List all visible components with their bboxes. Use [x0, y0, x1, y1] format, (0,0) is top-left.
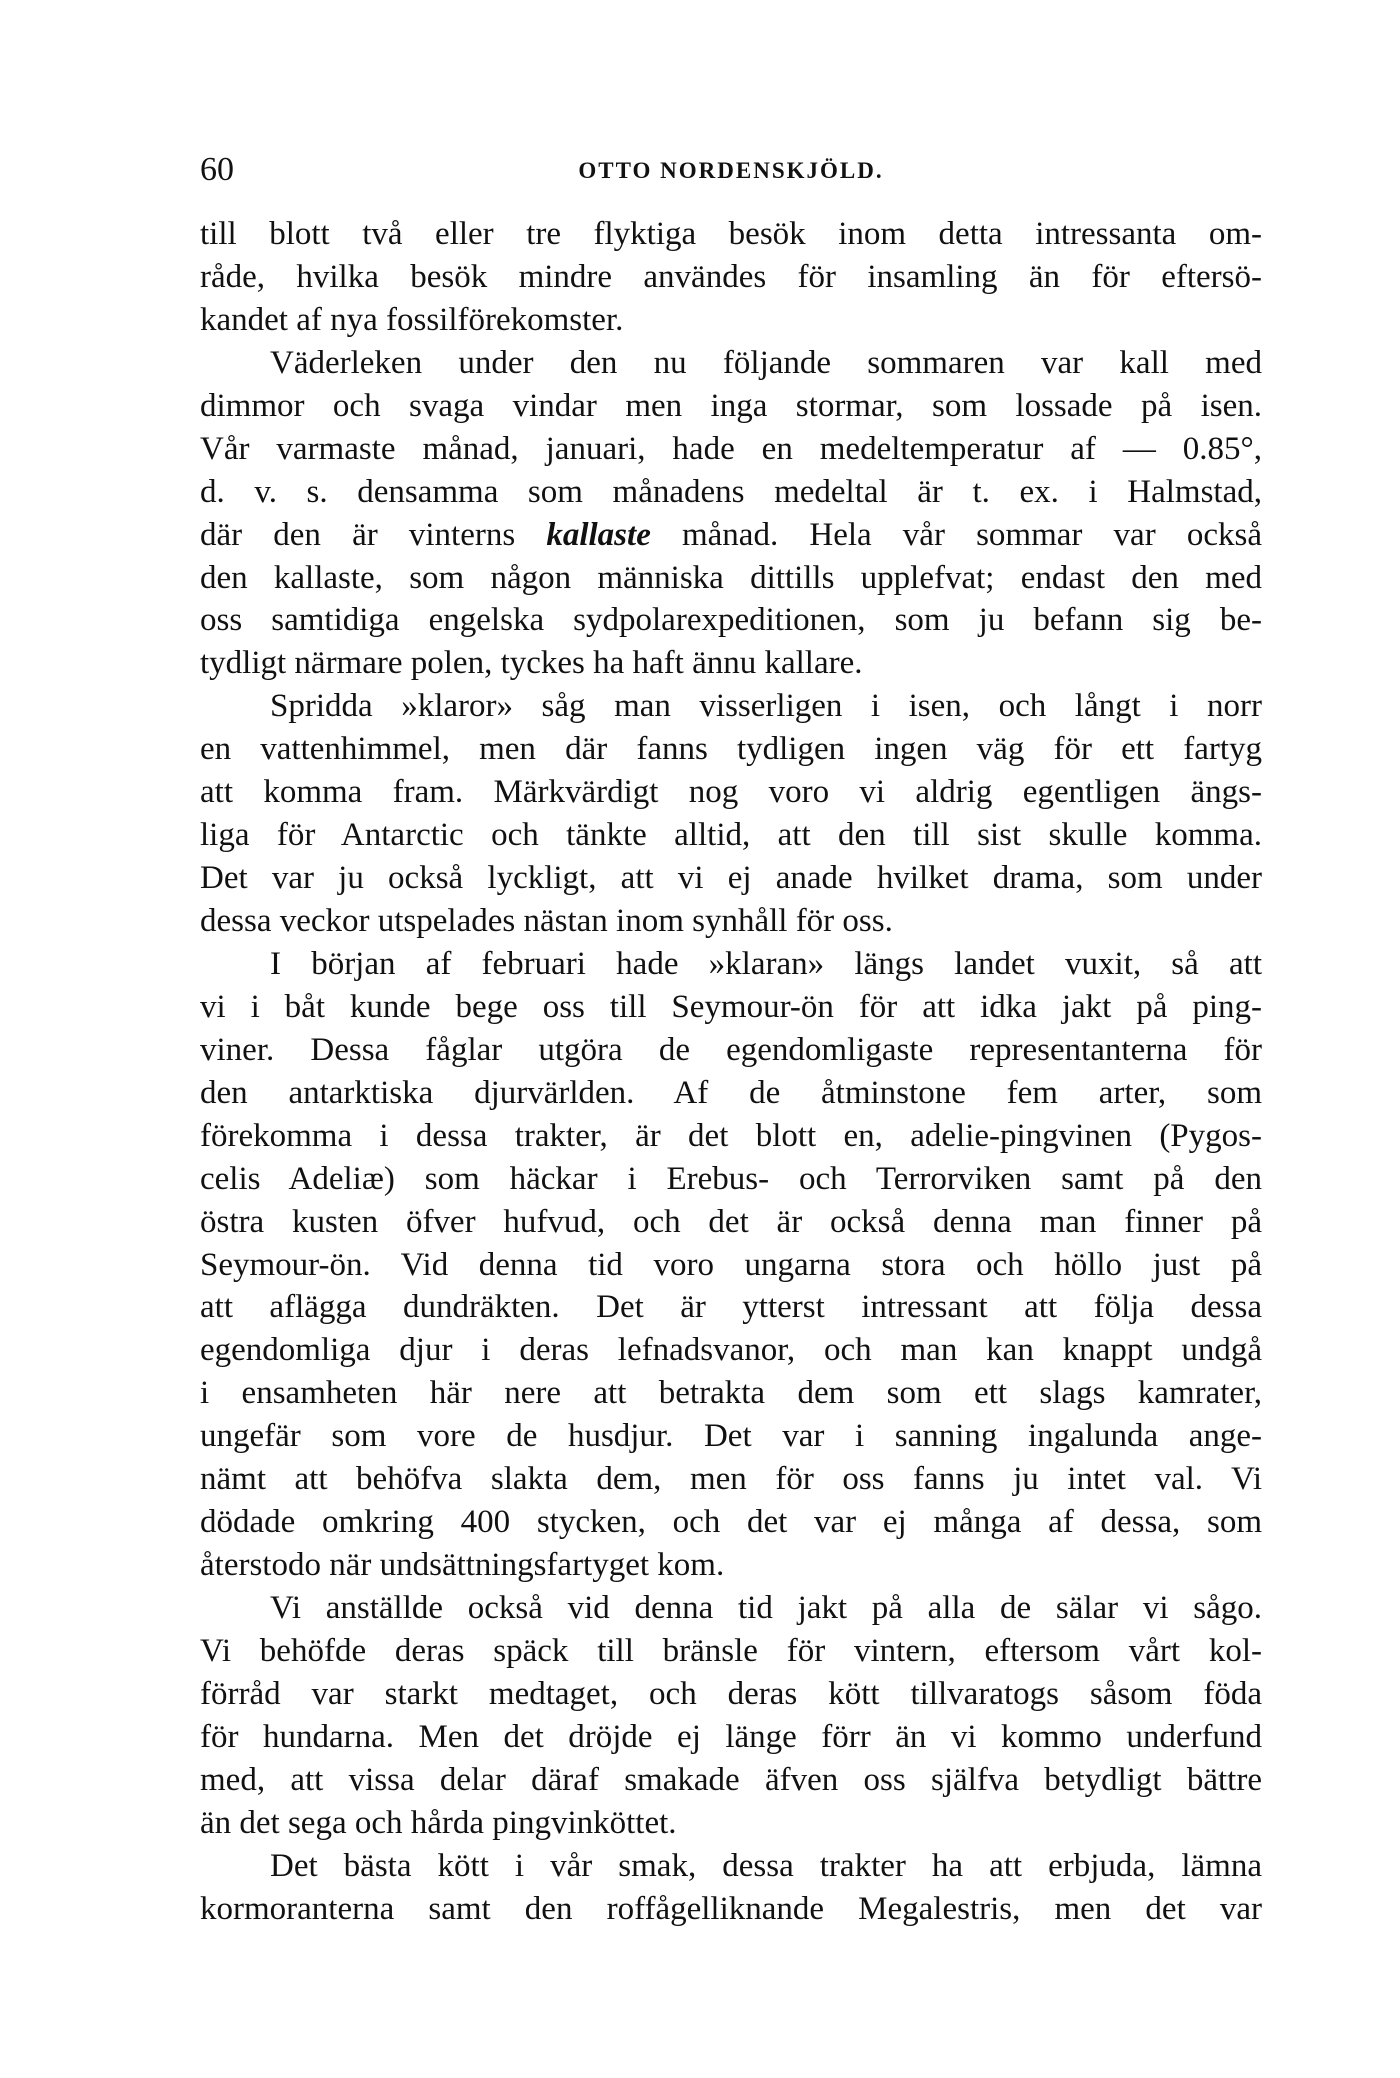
- text-line: Vi behöfde deras späck till bränsle för vintern, eftersom vårt kol-: [200, 1632, 1262, 1669]
- text-line: liga för Antarctic och tänkte alltid, att den till sist skulle komma.: [200, 817, 1262, 854]
- text-line: egendomliga djur i deras lefnadsvanor, och man kan knappt undgå: [200, 1332, 1262, 1369]
- text-line: östra kusten öfver hufvud, och det är också denna man finner på: [200, 1203, 1262, 1240]
- text-line: ungefär som vore de husdjur. Det var i sanning ingalunda ange-: [200, 1418, 1262, 1455]
- text-line: att aflägga dundräkten. Det är ytterst intressant att följa dessa: [200, 1289, 1262, 1326]
- text-line: den antarktiska djurvärlden. Af de åtminstone fem arter, som: [200, 1074, 1262, 1111]
- emphasized-word: kallaste: [546, 516, 651, 553]
- body-text: [200, 213, 1262, 1931]
- text-line: d. v. s. densamma som månadens medeltal är t. ex. i Halmstad,: [200, 473, 1262, 510]
- text-line: dimmor och svaga vindar men inga stormar, som lossade på isen.: [200, 387, 1262, 424]
- text-line: kormoranterna samt den roffågelliknande Megalestris, men det var: [200, 1890, 1262, 1927]
- text-line: den kallaste, som någon människa dittills upplefvat; endast den med: [200, 559, 1262, 596]
- text-line: Vår varmaste månad, januari, hade en medeltemperatur af — 0.85°,: [200, 430, 1262, 467]
- text-line: förråd var starkt medtaget, och deras kött tillvaratogs såsom föda: [200, 1675, 1262, 1712]
- text-line: att komma fram. Märkvärdigt nog voro vi aldrig egentligen ängs-: [200, 774, 1262, 811]
- text-line: med, att vissa delar däraf smakade äfven oss själfva betydligt bättre: [200, 1761, 1262, 1798]
- text-line: Det var ju också lyckligt, att vi ej anade hvilket drama, som under: [200, 860, 1262, 897]
- text-line: återstodo när undsättningsfartyget kom.: [200, 1547, 725, 1584]
- text-line: Vi anställde också vid denna tid jakt på alla de sälar vi sågo.: [270, 1590, 1262, 1626]
- text-line: celis Adeliæ) som häckar i Erebus- och Terrorviken samt på den: [200, 1160, 1262, 1197]
- text-line: för hundarna. Men det dröjde ej länge förr än vi kommo underfund: [200, 1718, 1262, 1755]
- text-line: dödade omkring 400 stycken, och det var ej många af dessa, som: [200, 1504, 1262, 1541]
- text-line: råde, hvilka besök mindre användes för insamling än för eftersö-: [200, 258, 1262, 295]
- text-line: än det sega och hårda pingvinköttet.: [200, 1804, 677, 1841]
- text-line: i ensamheten här nere att betrakta dem som ett slags kamrater,: [200, 1375, 1262, 1412]
- text-line: förekomma i dessa trakter, är det blott en, adelie-pingvinen (Pygos-: [200, 1117, 1262, 1154]
- text-line: Väderleken under den nu följande sommaren var kall med: [270, 344, 1262, 381]
- text-line: Seymour-ön. Vid denna tid voro ungarna stora och höllo just på: [200, 1246, 1262, 1283]
- running-title: OTTO NORDENSKJÖLD.: [578, 158, 884, 183]
- text-line: kandet af nya fossilförekomster.: [200, 301, 624, 338]
- text-line: en vattenhimmel, men där fanns tydligen ingen väg för ett fartyg: [200, 731, 1262, 768]
- text-line: Spridda »klaror» såg man visserligen i isen, och långt i norr: [270, 688, 1262, 725]
- page-number: 60: [200, 151, 234, 188]
- text-line: tydligt närmare polen, tyckes ha haft ännu kallare.: [200, 645, 863, 682]
- page-header: [200, 150, 1262, 190]
- text-line: dessa veckor utspelades nästan inom synhåll för oss.: [200, 903, 893, 939]
- text-line: Det bästa kött i vår smak, dessa trakter ha att erbjuda, lämna: [270, 1847, 1262, 1884]
- text-line: viner. Dessa fåglar utgöra de egendomligaste representanterna för: [200, 1031, 1262, 1068]
- text-line: vi i båt kunde bege oss till Seymour-ön för att idka jakt på ping-: [200, 988, 1262, 1025]
- text-line: till blott två eller tre flyktiga besök inom detta intressanta om-: [200, 216, 1262, 252]
- text-line: där den är vinterns kallaste månad. Hela vår sommar var också: [200, 516, 1262, 553]
- text-line: I början af februari hade »klaran» längs landet vuxit, så att: [270, 945, 1262, 982]
- text-line: nämt att behöfva slakta dem, men för oss fanns ju intet val. Vi: [200, 1461, 1262, 1498]
- text-line: oss samtidiga engelska sydpolarexpeditionen, som ju befann sig be-: [200, 602, 1262, 639]
